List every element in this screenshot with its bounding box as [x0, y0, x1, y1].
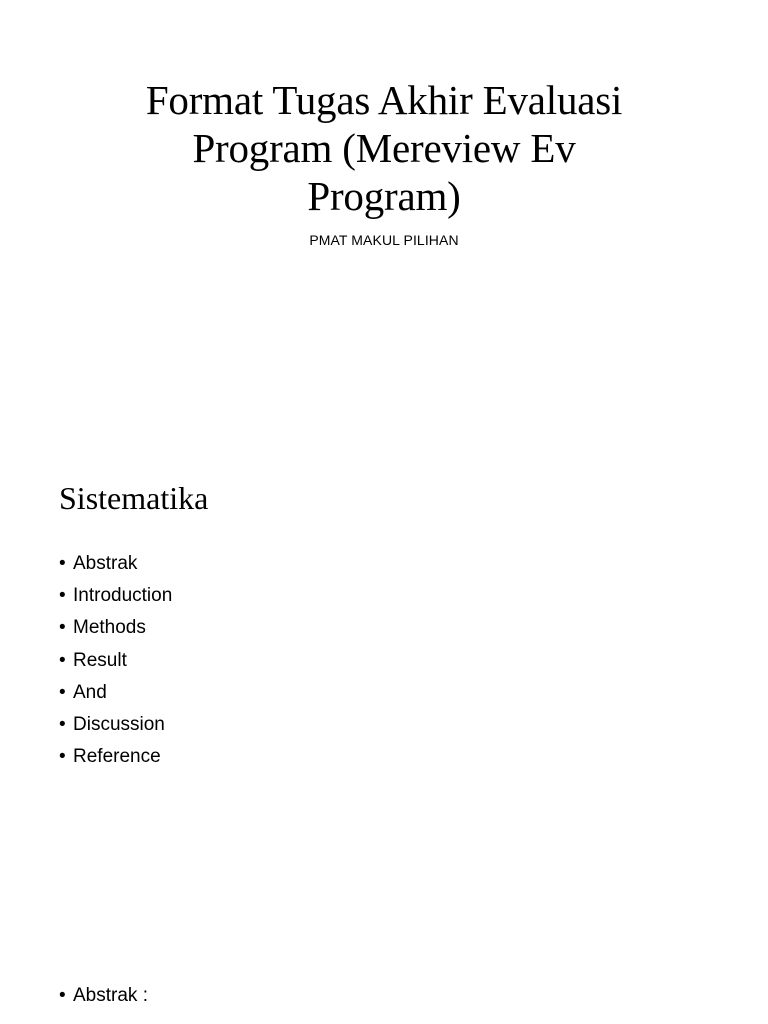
main-title-line: Program) — [307, 173, 461, 219]
list-item-label: Reference — [73, 746, 161, 768]
list-item-label: Abstrak — [73, 553, 138, 574]
subtitle: PMAT MAKUL PILIHAN — [309, 232, 459, 248]
list-item — [59, 645, 172, 677]
bullet-icon: • — [59, 714, 66, 736]
list-item-label: Methods — [73, 617, 146, 639]
main-title-line: Format Tugas Akhir Evaluasi — [145, 77, 623, 123]
list-item-label: Introduction — [73, 585, 173, 607]
section-title: Sistematika — [59, 480, 209, 516]
sistematika-list — [59, 548, 172, 773]
bullet-icon: • — [59, 585, 66, 607]
list-item — [59, 980, 148, 1012]
list-item — [59, 709, 172, 741]
bullet-icon: • — [59, 649, 66, 671]
abstract-list — [59, 980, 148, 1012]
list-item — [59, 612, 172, 644]
list-item — [59, 741, 172, 773]
list-item-label: Result — [73, 649, 127, 671]
list-item — [59, 580, 172, 612]
list-item — [59, 548, 172, 580]
bullet-icon: • — [59, 985, 66, 1006]
sistematika-slide — [0, 440, 768, 960]
abstract-slide — [0, 960, 768, 1024]
title-slide — [0, 0, 768, 440]
bullet-icon: • — [59, 617, 66, 639]
bullet-icon: • — [59, 681, 66, 703]
bullet-icon: • — [59, 746, 66, 768]
list-item-label: Abstrak : — [73, 985, 148, 1006]
list-item-label: Discussion — [73, 714, 165, 736]
main-title — [84, 76, 684, 220]
bullet-icon: • — [59, 553, 66, 574]
list-item-label: And — [73, 681, 107, 703]
list-item — [59, 677, 172, 709]
main-title-line: Program (Mereview Ev — [192, 125, 576, 171]
